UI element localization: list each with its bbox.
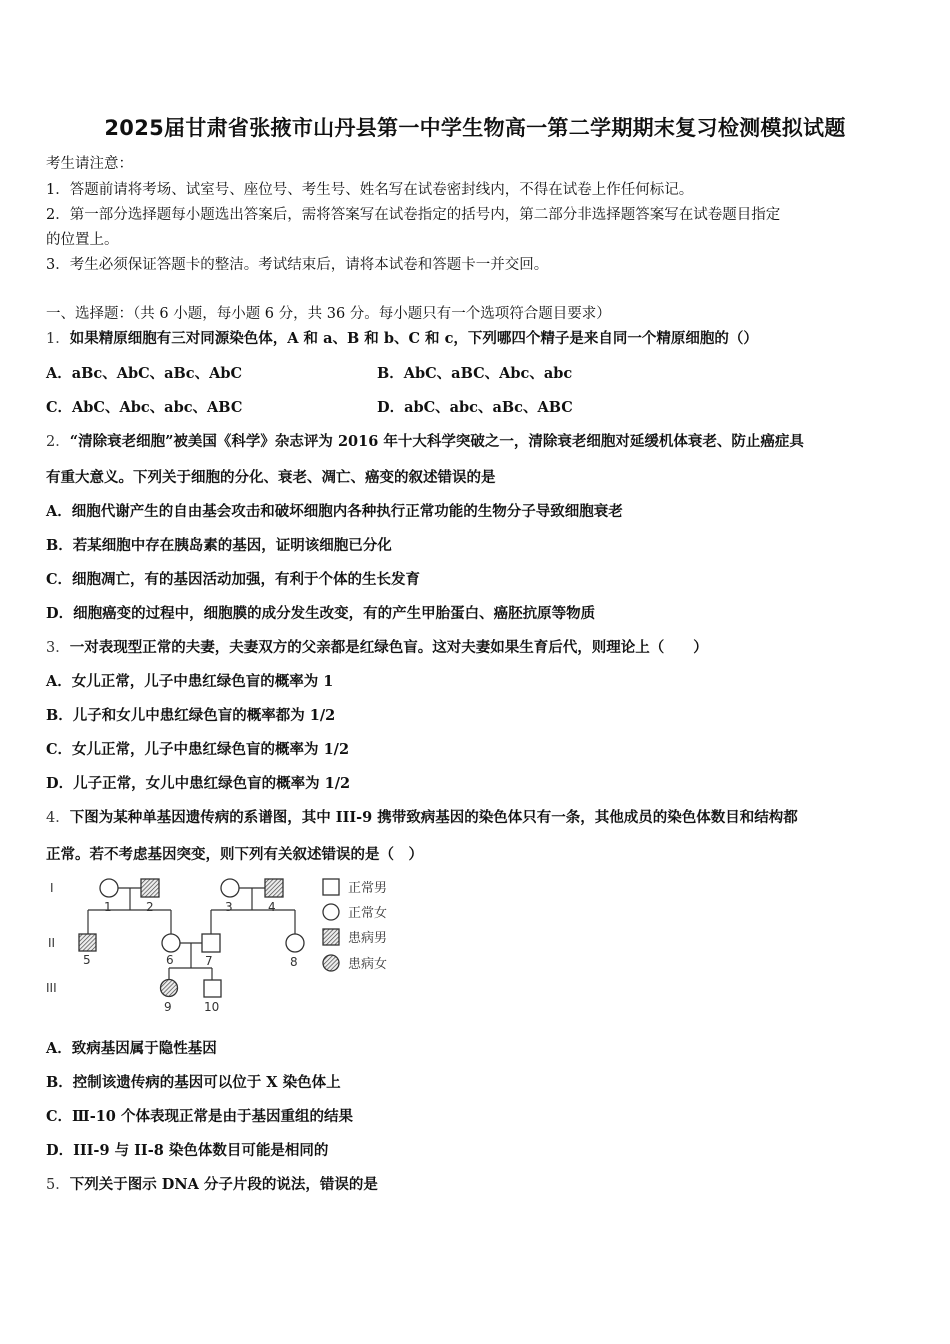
page-title: 2025届甘肃省张掖市山丹县第一中学生物高一第二学期期末复习检测模拟试题 [104, 116, 846, 140]
individual-id: 8 [290, 955, 298, 969]
generation-label: III [46, 981, 57, 995]
individual-id: 2 [146, 900, 154, 914]
q3-option-c: C．女儿正常，儿子中患红绿色盲的概率为 1/2 [46, 741, 350, 758]
legend-affected-female-symbol [323, 955, 339, 971]
notice-item-1: 1．答题前请将考场、试室号、座位号、考生号、姓名写在试卷密封线内，不得在试卷上作任何标记。 [46, 182, 694, 198]
q4-option-b: B．控制该遗传病的基因可以位于 X 染色体上 [46, 1074, 341, 1091]
individual-id: 5 [83, 953, 91, 967]
generation-label: I [50, 881, 54, 895]
q2-option-c: C．细胞凋亡，有的基因活动加强，有利于个体的生长发育 [46, 571, 421, 588]
question-1 [46, 327, 758, 348]
question-4 [46, 806, 798, 827]
legend-label: 患病女 [348, 957, 388, 972]
question-number: 4． [46, 810, 70, 826]
q2-option-d: D．细胞癌变的过程中，细胞膜的成分发生改变，有的产生甲胎蛋白、癌胚抗原等物质 [46, 605, 596, 622]
question-text: 下图为某种单基因遗传病的系谱图，其中 III-9 携带致病基因的染色体只有一条，其他成员的染色体数目和结构都 [69, 809, 798, 826]
q3-option-b: B．儿子和女儿中患红绿色盲的概率都为 1/2 [46, 707, 336, 724]
legend-normal-female-symbol [323, 904, 339, 920]
q1-option-c: C．AbC、Abc、abc、ABC [46, 399, 243, 416]
section-heading: 一、选择题：（共 6 小题，每小题 6 分，共 36 分。每小题只有一个选项符合题目要求） [46, 306, 611, 322]
q2-option-a: A．细胞代谢产生的自由基会攻击和破坏细胞内各种执行正常功能的生物分子导致细胞衰老 [46, 503, 623, 520]
individual-6 [162, 934, 180, 952]
individual-id: 4 [268, 900, 276, 914]
individual-2 [141, 879, 159, 897]
individual-3 [221, 879, 239, 897]
question-4-cont: 正常。若不考虑基因突变，则下列有关叙述错误的是（ ） [46, 846, 423, 863]
q4-option-c: C．Ⅲ-10 个体表现正常是由于基因重组的结果 [46, 1108, 353, 1125]
notice-item-3: 3．考生必须保证答题卡的整洁。考试结束后，请将本试卷和答题卡一并交回。 [46, 257, 549, 273]
q1-option-d: D．abC、abc、aBc、ABC [377, 399, 573, 416]
q3-option-d: D．儿子正常，女儿中患红绿色盲的概率为 1/2 [46, 775, 351, 792]
individual-id: 9 [164, 1000, 172, 1014]
legend-label: 患病男 [348, 931, 388, 946]
notice-heading: 考生请注意： [46, 156, 133, 172]
individual-10 [204, 980, 221, 997]
question-2 [46, 430, 804, 451]
question-5 [46, 1173, 378, 1194]
individual-id: 10 [204, 1000, 220, 1014]
q4-option-a: A．致病基因属于隐性基因 [46, 1040, 217, 1057]
individual-id: 6 [166, 953, 174, 967]
individual-id: 1 [104, 900, 112, 914]
question-number: 2． [46, 434, 70, 450]
question-text: 下列关于图示 DNA 分子片段的说法，错误的是 [69, 1176, 378, 1193]
notice-item-2-cont: 的位置上。 [46, 232, 119, 248]
question-number: 3． [46, 640, 70, 656]
question-3 [46, 636, 708, 657]
question-2-cont: 有重大意义。下列关于细胞的分化、衰老、凋亡、癌变的叙述错误的是 [46, 469, 496, 486]
legend-label: 正常女 [348, 906, 388, 921]
individual-4 [265, 879, 283, 897]
question-number: 1． [46, 331, 70, 347]
legend-normal-male-symbol [323, 879, 339, 895]
question-text: 一对表现型正常的夫妻，夫妻双方的父亲都是红绿色盲。这对夫妻如果生育后代，则理论上（ ） [69, 639, 708, 656]
notice-item-2: 2．第一部分选择题每小题选出答案后，需将答案写在试卷指定的括号内，第二部分非选择题答案写在试卷题目指定 [46, 207, 781, 223]
question-text: “清除衰老细胞”被美国《科学》杂志评为 2016 年十大科学突破之一，清除衰老细胞对延缓机体衰老、防止癌症具 [69, 433, 804, 450]
pedigree-diagram [40, 870, 420, 1020]
question-text: 如果精原细胞有三对同源染色体，A 和 a、B 和 b、C 和 c，下列哪四个精子是来自同一个精原细胞的（） [69, 330, 758, 347]
individual-id: 7 [205, 954, 213, 968]
individual-1 [100, 879, 118, 897]
question-number: 5． [46, 1177, 70, 1193]
individual-5 [79, 934, 96, 951]
q1-option-a: A．aBc、AbC、aBc、AbC [46, 365, 243, 382]
generation-label: II [48, 936, 56, 950]
individual-8 [286, 934, 304, 952]
individual-9 [161, 980, 178, 997]
legend-label: 正常男 [348, 881, 388, 896]
q4-option-d: D．III-9 与 II-8 染色体数目可能是相同的 [46, 1142, 329, 1159]
individual-id: 3 [225, 900, 233, 914]
q3-option-a: A．女儿正常，儿子中患红绿色盲的概率为 1 [46, 673, 334, 690]
q1-option-b: B．AbC、aBC、Abc、abc [377, 365, 573, 382]
individual-7 [202, 934, 220, 952]
q2-option-b: B．若某细胞中存在胰岛素的基因，证明该细胞已分化 [46, 537, 392, 554]
legend-affected-male-symbol [323, 929, 339, 945]
